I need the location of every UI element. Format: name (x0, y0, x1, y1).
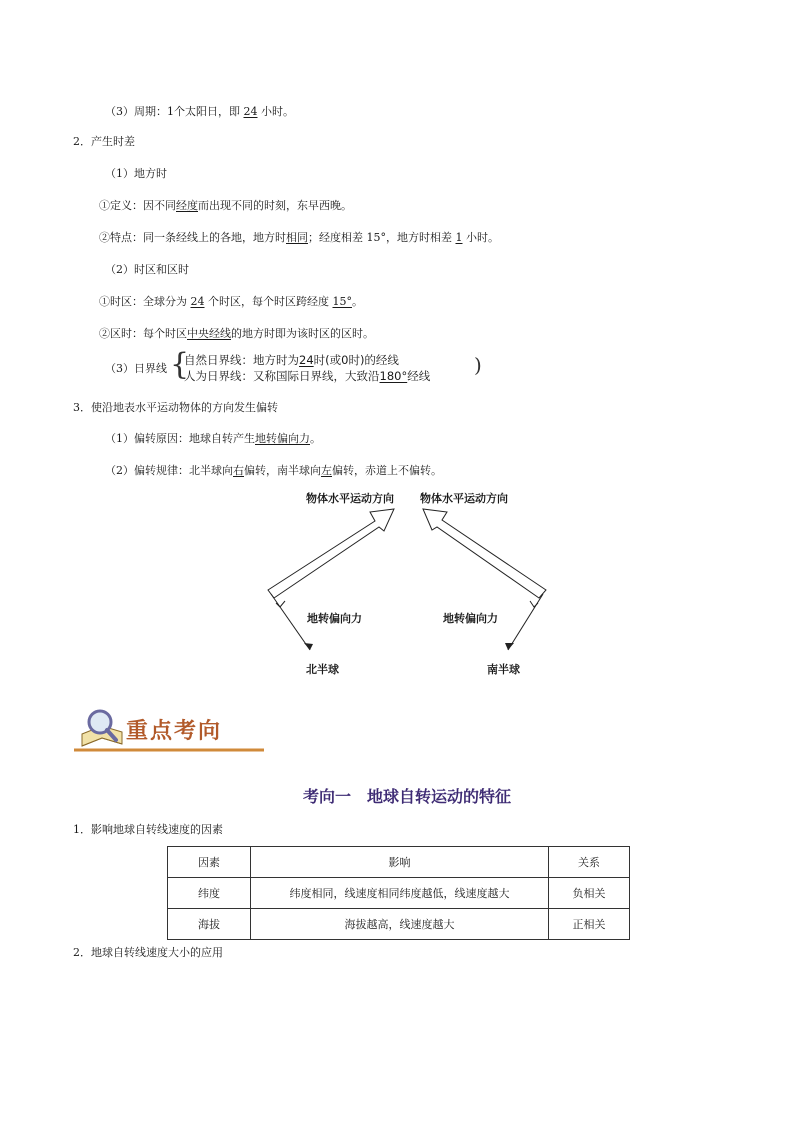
left-motion-label: 物体水平运动方向 (306, 492, 394, 505)
table-header-cell: 影响 (251, 847, 549, 878)
heading-time-difference: 2．产生时差 (73, 135, 135, 148)
table-row (168, 878, 630, 909)
right-deflection-arrow (508, 594, 543, 650)
left-brace: { (170, 347, 190, 382)
table-header-row (168, 847, 630, 878)
left-coriolis-label: 地转偏向力 (307, 612, 362, 625)
artificial-date-line: 人为日界线：又称国际日界线，大致沿180°经线 (184, 369, 431, 383)
deflection-rule: （2）偏转规律：北半球向右偏转，南半球向左偏转，赤道上不偏转。 (105, 464, 442, 477)
factors-table (167, 846, 630, 940)
item-application-heading: 2．地球自转线速度大小的应用 (73, 946, 223, 959)
heading-local-time: （1）地方时 (105, 167, 167, 180)
date-line-label: （3）日界线 (105, 362, 167, 375)
north-hemisphere-label: 北半球 (306, 663, 339, 676)
left-deflection-arrow (271, 594, 310, 650)
table-row (168, 909, 630, 940)
south-hemisphere-label: 南半球 (487, 663, 520, 676)
heading-time-zone: （2）时区和区时 (105, 263, 189, 276)
time-zone-definition: ①时区：全球分为 24 个时区，每个时区跨经度 15°。 (99, 295, 363, 308)
deflection-diagram (260, 495, 560, 685)
table-cell: 海拔 (168, 909, 251, 940)
heading-deflection: 3．使沿地表水平运动物体的方向发生偏转 (73, 401, 278, 414)
natural-date-line: 自然日界线：地方时为24时(或0时)的经线 (184, 353, 399, 367)
right-coriolis-label: 地转偏向力 (443, 612, 498, 625)
right-motion-arrow (423, 509, 546, 598)
zone-time-definition: ②区时：每个时区中央经线的地方时即为该时区的区时。 (99, 327, 374, 340)
deflection-cause: （1）偏转原因：地球自转产生地转偏向力。 (105, 432, 321, 445)
table-header-cell: 因素 (168, 847, 251, 878)
table-header-cell: 关系 (549, 847, 630, 878)
left-motion-arrow (268, 509, 394, 598)
right-motion-label: 物体水平运动方向 (420, 492, 508, 505)
table-cell: 纬度相同，线速度相同纬度越低，线速度越大 (251, 878, 549, 909)
period-line: （3）周期：1个太阳日，即 24 小时。 (105, 105, 294, 118)
table-cell: 正相关 (549, 909, 630, 940)
local-time-feature: ②特点：同一条经线上的各地，地方时相同；经度相差 15°，地方时相差 1 小时。 (99, 231, 499, 244)
table-cell: 负相关 (549, 878, 630, 909)
item-factors-heading: 1．影响地球自转线速度的因素 (73, 823, 223, 836)
local-time-definition: ①定义：因不同经度而出现不同的时刻，东早西晚。 (99, 199, 352, 212)
table-cell: 纬度 (168, 878, 251, 909)
table-cell: 海拔越高，线速度越大 (251, 909, 549, 940)
right-paren: ) (474, 353, 482, 377)
section-title: 考向一 地球自转运动的特征 (303, 787, 512, 806)
key-points-banner-title: 重点考向 (126, 718, 223, 744)
